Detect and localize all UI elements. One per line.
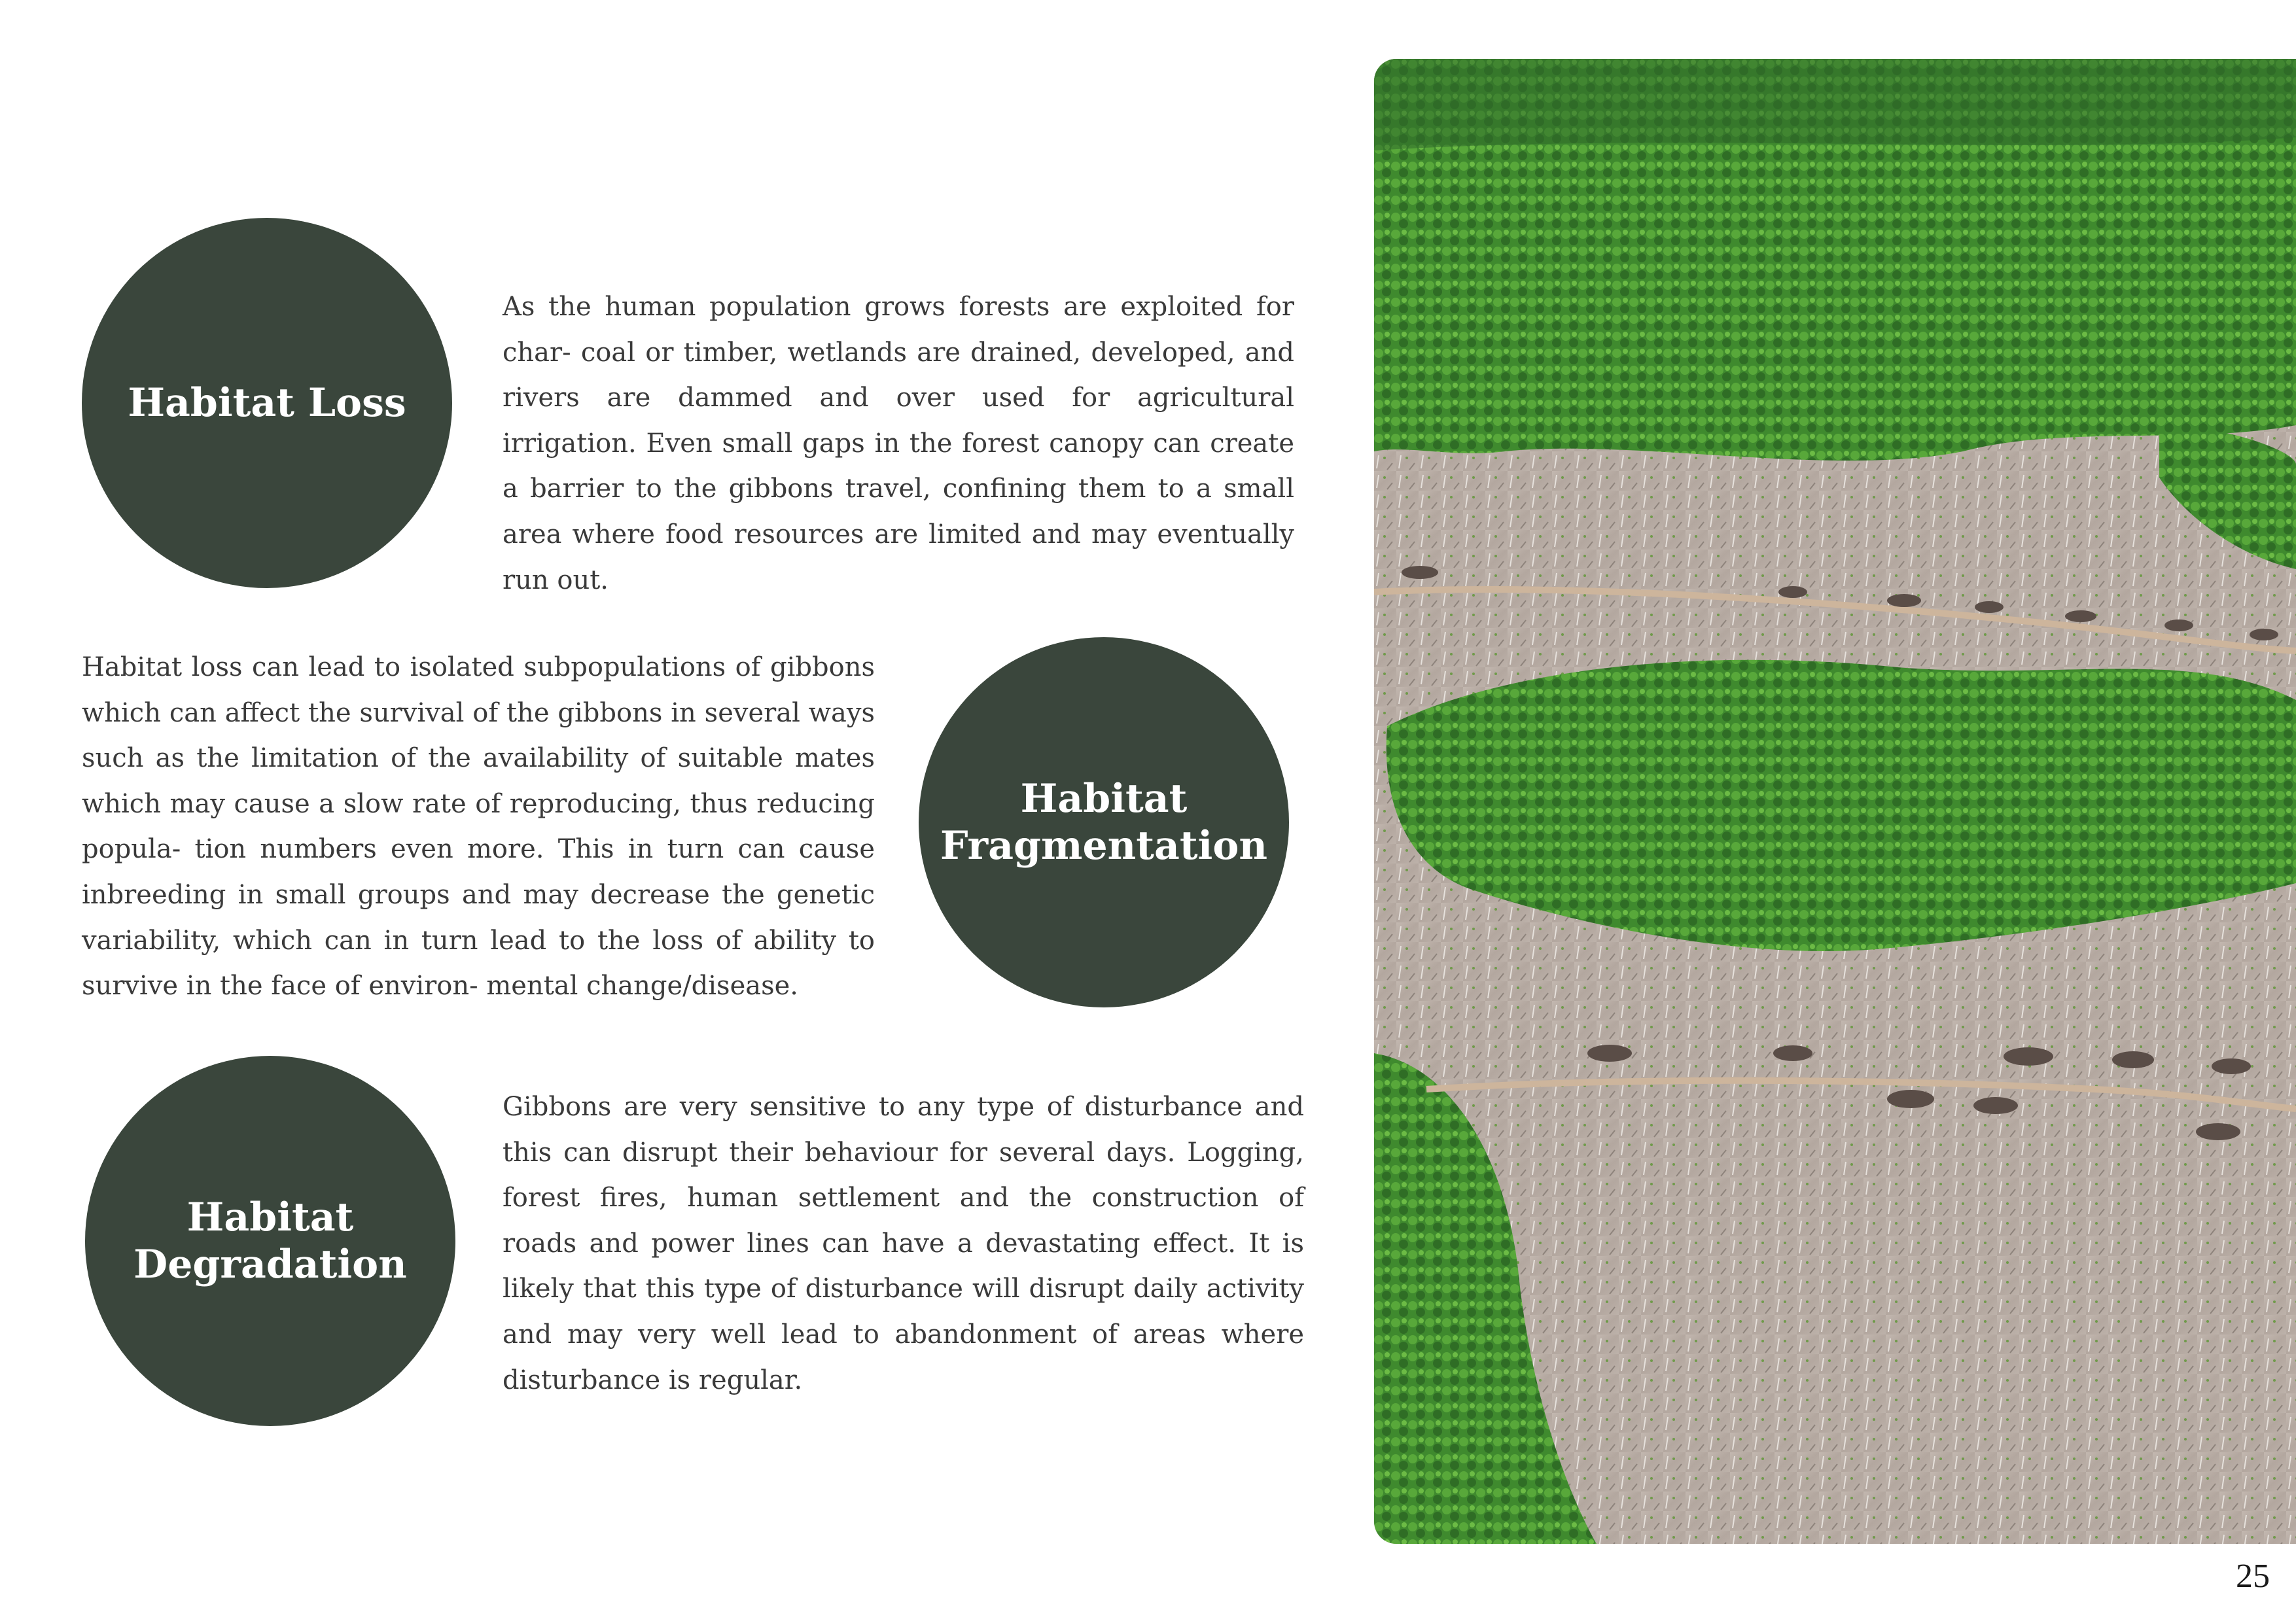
habitat-fragmentation-title: Habitat Fragmentation xyxy=(940,776,1267,869)
page-number: 25 xyxy=(2236,1558,2270,1595)
habitat-degradation-circle xyxy=(85,1056,455,1426)
habitat-loss-text: As the human population grows forests are exploited for char- coal or timber, wetlands are drained, developed, and rivers are dammed and over used for agricultural irrigation. Even small gaps in the forest canopy can create a barrier to the gibbons travel, confining them to a small area where food resources are limited and may eventually run out. xyxy=(503,292,1294,595)
habitat-degradation-title: Habitat Degradation xyxy=(133,1195,407,1287)
habitat-degradation-text: Gibbons are very sensitive to any type of disturbance and this can disrupt their behaviour for several days. Logging, forest fires, human settlement and the construction of roads and power lines can have a devastating effect. It is likely that this type of disturbance will disrupt daily activity and may very well lead to abandonment of areas where disturbance is regular. xyxy=(503,1092,1304,1395)
habitat-loss-circle xyxy=(82,218,452,588)
habitat-loss-title: Habitat Loss xyxy=(128,380,406,426)
habitat-fragmentation-text: Habitat loss can lead to isolated subpopulations of gibbons which can affect the survival of the gibbons in several ways such as the limitation of the availability of suitable mates which may cause a slow rate of reproducing, thus reducing popula- tion numbers even more. This in turn can cause inbreeding in small groups and may decrease the genetic variability, which can in turn lead to the loss of ability to survive in the face of environ- mental change/disease. xyxy=(82,652,875,1002)
deforestation-aerial-photo xyxy=(1374,59,2296,1544)
habitat-fragmentation-circle xyxy=(919,637,1289,1007)
